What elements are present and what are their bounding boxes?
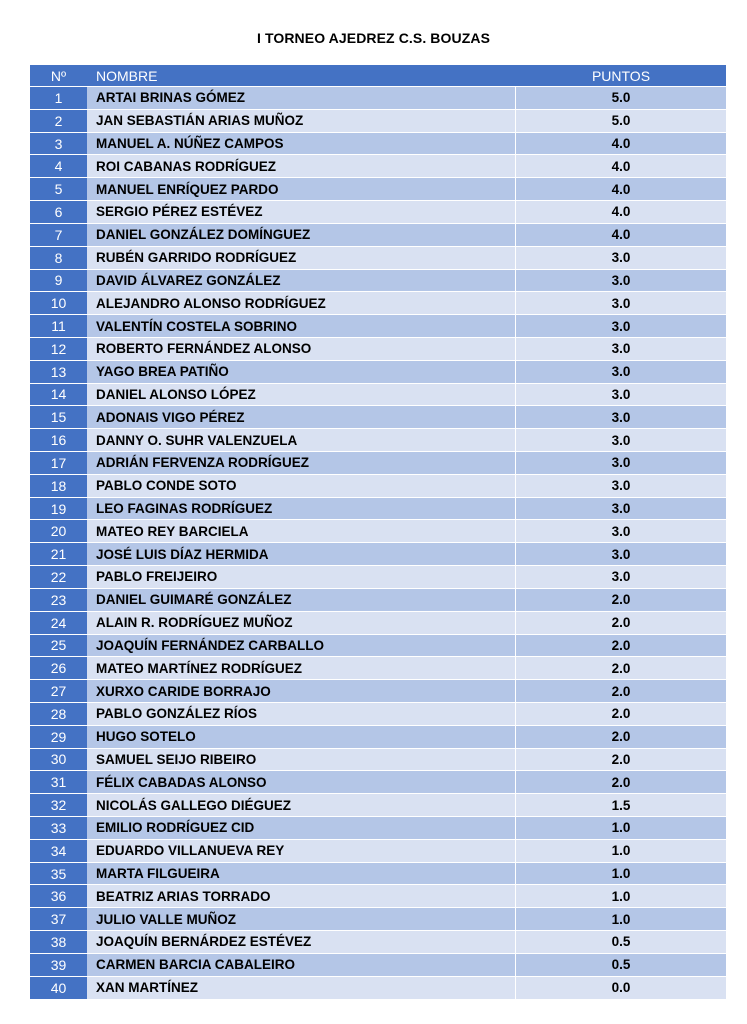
table-row	[30, 314, 726, 337]
player-name: EDUARDO VILLANUEVA REY	[87, 839, 516, 862]
table-body	[30, 86, 726, 999]
player-name: DANIEL ALONSO LÓPEZ	[87, 383, 516, 406]
table-row	[30, 223, 726, 246]
row-number: 37	[30, 907, 87, 930]
player-points: 0.0	[516, 976, 726, 999]
player-points: 3.0	[516, 291, 726, 314]
table-row	[30, 337, 726, 360]
player-name: CARMEN BARCIA CABALEIRO	[87, 953, 516, 976]
player-name: JOAQUÍN BERNÁRDEZ ESTÉVEZ	[87, 930, 516, 953]
player-points: 4.0	[516, 223, 726, 246]
table-row	[30, 953, 726, 976]
table-row	[30, 770, 726, 793]
player-points: 2.0	[516, 634, 726, 657]
row-number: 12	[30, 337, 87, 360]
table-row	[30, 200, 726, 223]
row-number: 18	[30, 474, 87, 497]
player-points: 1.0	[516, 816, 726, 839]
player-points: 3.0	[516, 405, 726, 428]
table-row	[30, 246, 726, 269]
player-name: MATEO MARTÍNEZ RODRÍGUEZ	[87, 656, 516, 679]
row-number: 17	[30, 451, 87, 474]
player-name: NICOLÁS GALLEGO DIÉGUEZ	[87, 793, 516, 816]
player-points: 0.5	[516, 953, 726, 976]
player-name: MARTA FILGUEIRA	[87, 862, 516, 885]
player-name: MANUEL ENRÍQUEZ PARDO	[87, 177, 516, 200]
player-points: 2.0	[516, 770, 726, 793]
row-number: 16	[30, 428, 87, 451]
player-name: SAMUEL SEIJO RIBEIRO	[87, 748, 516, 771]
row-number: 4	[30, 154, 87, 177]
player-name: ROBERTO FERNÁNDEZ ALONSO	[87, 337, 516, 360]
table-row	[30, 725, 726, 748]
row-number: 13	[30, 360, 87, 383]
row-number: 27	[30, 679, 87, 702]
table-row	[30, 428, 726, 451]
table-row	[30, 451, 726, 474]
row-number: 9	[30, 269, 87, 292]
player-name: DANNY O. SUHR VALENZUELA	[87, 428, 516, 451]
row-number: 5	[30, 177, 87, 200]
table-row	[30, 405, 726, 428]
row-number: 10	[30, 291, 87, 314]
player-name: BEATRIZ ARIAS TORRADO	[87, 884, 516, 907]
player-points: 3.0	[516, 474, 726, 497]
table-row	[30, 360, 726, 383]
row-number: 1	[30, 86, 87, 109]
table-row	[30, 519, 726, 542]
row-number: 19	[30, 497, 87, 520]
row-number: 36	[30, 884, 87, 907]
player-points: 2.0	[516, 748, 726, 771]
table-row	[30, 930, 726, 953]
row-number: 15	[30, 405, 87, 428]
player-name: RUBÉN GARRIDO RODRÍGUEZ	[87, 246, 516, 269]
player-name: SERGIO PÉREZ ESTÉVEZ	[87, 200, 516, 223]
table-row	[30, 862, 726, 885]
player-name: JOSÉ LUIS DÍAZ HERMIDA	[87, 542, 516, 565]
row-number: 40	[30, 976, 87, 999]
table-row	[30, 702, 726, 725]
player-points: 2.0	[516, 656, 726, 679]
player-name: PABLO FREIJEIRO	[87, 565, 516, 588]
table-row	[30, 839, 726, 862]
player-name: MATEO REY BARCIELA	[87, 519, 516, 542]
row-number: 26	[30, 656, 87, 679]
player-points: 2.0	[516, 588, 726, 611]
player-points: 3.0	[516, 428, 726, 451]
player-name: DANIEL GONZÁLEZ DOMÍNGUEZ	[87, 223, 516, 246]
row-number: 14	[30, 383, 87, 406]
standings-table	[30, 65, 726, 999]
table-row	[30, 748, 726, 771]
player-name: JOAQUÍN FERNÁNDEZ CARBALLO	[87, 634, 516, 657]
row-number: 39	[30, 953, 87, 976]
row-number: 6	[30, 200, 87, 223]
player-points: 5.0	[516, 86, 726, 109]
player-name: MANUEL A. NÚÑEZ CAMPOS	[87, 132, 516, 155]
table-row	[30, 656, 726, 679]
table-row	[30, 497, 726, 520]
player-points: 2.0	[516, 702, 726, 725]
table-row	[30, 793, 726, 816]
player-name: YAGO BREA PATIÑO	[87, 360, 516, 383]
player-name: XURXO CARIDE BORRAJO	[87, 679, 516, 702]
table-row	[30, 86, 726, 109]
row-number: 7	[30, 223, 87, 246]
player-points: 1.0	[516, 907, 726, 930]
table-row	[30, 542, 726, 565]
player-points: 1.0	[516, 862, 726, 885]
player-name: ROI CABANAS RODRÍGUEZ	[87, 154, 516, 177]
player-name: XAN MARTÍNEZ	[87, 976, 516, 999]
row-number: 32	[30, 793, 87, 816]
row-number: 21	[30, 542, 87, 565]
player-name: FÉLIX CABADAS ALONSO	[87, 770, 516, 793]
player-points: 3.0	[516, 246, 726, 269]
player-points: 4.0	[516, 154, 726, 177]
row-number: 30	[30, 748, 87, 771]
table-row	[30, 291, 726, 314]
row-number: 8	[30, 246, 87, 269]
table-row	[30, 177, 726, 200]
page-title: I TORNEO AJEDREZ C.S. BOUZAS	[256, 30, 491, 46]
player-points: 3.0	[516, 565, 726, 588]
player-points: 0.5	[516, 930, 726, 953]
table-row	[30, 907, 726, 930]
table-row	[30, 588, 726, 611]
player-points: 3.0	[516, 519, 726, 542]
player-name: LEO FAGINAS RODRÍGUEZ	[87, 497, 516, 520]
player-points: 3.0	[516, 451, 726, 474]
player-name: ALEJANDRO ALONSO RODRÍGUEZ	[87, 291, 516, 314]
player-name: HUGO SOTELO	[87, 725, 516, 748]
player-points: 4.0	[516, 200, 726, 223]
player-points: 1.5	[516, 793, 726, 816]
player-points: 3.0	[516, 542, 726, 565]
player-name: JULIO VALLE MUÑOZ	[87, 907, 516, 930]
table-row	[30, 884, 726, 907]
player-name: PABLO CONDE SOTO	[87, 474, 516, 497]
player-points: 3.0	[516, 383, 726, 406]
table-row	[30, 634, 726, 657]
player-points: 4.0	[516, 177, 726, 200]
player-name: ADONAIS VIGO PÉREZ	[87, 405, 516, 428]
player-name: DANIEL GUIMARÉ GONZÁLEZ	[87, 588, 516, 611]
row-number: 33	[30, 816, 87, 839]
row-number: 20	[30, 519, 87, 542]
player-points: 1.0	[516, 884, 726, 907]
table-row	[30, 816, 726, 839]
row-number: 29	[30, 725, 87, 748]
row-number: 3	[30, 132, 87, 155]
row-number: 2	[30, 109, 87, 132]
player-name: ARTAI BRINAS GÓMEZ	[87, 86, 516, 109]
table-row	[30, 611, 726, 634]
row-number: 28	[30, 702, 87, 725]
player-points: 3.0	[516, 314, 726, 337]
player-points: 1.0	[516, 839, 726, 862]
player-points: 3.0	[516, 360, 726, 383]
table-row	[30, 976, 726, 999]
row-number: 35	[30, 862, 87, 885]
player-points: 5.0	[516, 109, 726, 132]
table-row	[30, 154, 726, 177]
table-row	[30, 109, 726, 132]
player-name: EMILIO RODRÍGUEZ CID	[87, 816, 516, 839]
player-points: 3.0	[516, 497, 726, 520]
player-points: 3.0	[516, 337, 726, 360]
player-points: 2.0	[516, 725, 726, 748]
player-name: JAN SEBASTIÁN ARIAS MUÑOZ	[87, 109, 516, 132]
row-number: 31	[30, 770, 87, 793]
table-row	[30, 474, 726, 497]
player-name: ADRIÁN FERVENZA RODRÍGUEZ	[87, 451, 516, 474]
header-points: PUNTOS	[591, 67, 651, 84]
row-number: 11	[30, 314, 87, 337]
player-name: VALENTÍN COSTELA SOBRINO	[87, 314, 516, 337]
table-row	[30, 679, 726, 702]
row-number: 22	[30, 565, 87, 588]
row-number: 34	[30, 839, 87, 862]
header-name: NOMBRE	[96, 67, 158, 84]
player-points: 2.0	[516, 611, 726, 634]
player-name: ALAIN R. RODRÍGUEZ MUÑOZ	[87, 611, 516, 634]
player-points: 3.0	[516, 269, 726, 292]
player-name: PABLO GONZÁLEZ RÍOS	[87, 702, 516, 725]
row-number: 24	[30, 611, 87, 634]
table-header	[30, 65, 726, 86]
player-points: 2.0	[516, 679, 726, 702]
table-row	[30, 383, 726, 406]
header-number: Nº	[50, 67, 67, 84]
table-row	[30, 132, 726, 155]
row-number: 38	[30, 930, 87, 953]
table-row	[30, 269, 726, 292]
row-number: 23	[30, 588, 87, 611]
player-points: 4.0	[516, 132, 726, 155]
row-number: 25	[30, 634, 87, 657]
table-row	[30, 565, 726, 588]
player-name: DAVID ÁLVAREZ GONZÁLEZ	[87, 269, 516, 292]
